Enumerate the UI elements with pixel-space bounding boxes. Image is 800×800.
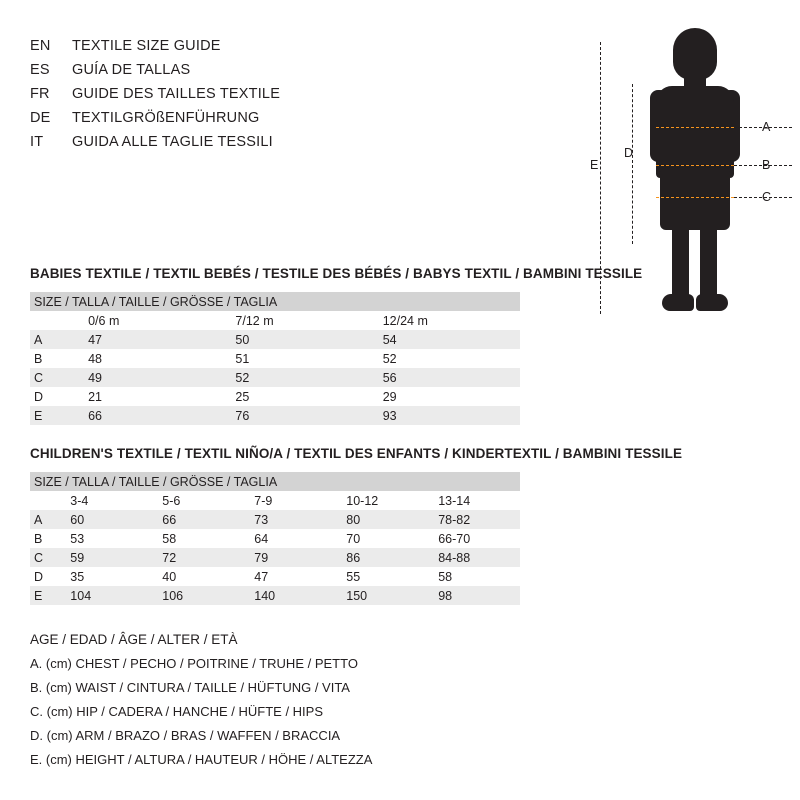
babies-d-2: 29 xyxy=(382,389,397,404)
title-lang-en: EN xyxy=(30,38,51,54)
title-row-it xyxy=(30,134,450,158)
children-d-4: 58 xyxy=(438,569,453,584)
children-row-letter-b: B xyxy=(34,531,43,546)
children-size-table xyxy=(30,472,520,605)
legend-item-c: C. (cm) HIP / CADERA / HANCHE / HÜFTE / HIPS xyxy=(30,704,324,719)
children-table-header-row xyxy=(30,491,520,510)
children-d-3: 55 xyxy=(346,569,361,584)
table-row xyxy=(30,586,520,605)
children-row-letter-c: C xyxy=(30,548,60,567)
measure-label-c: C xyxy=(762,190,772,204)
babies-row-letter-e: E xyxy=(30,406,78,425)
children-a-0: 60 xyxy=(60,510,152,529)
title-row-en xyxy=(30,38,450,62)
title-text-en: TEXTILE SIZE GUIDE xyxy=(72,38,221,54)
legend-item-b: B. (cm) WAIST / CINTURA / TAILLE / HÜFTUNG / VITA xyxy=(30,680,350,695)
children-c-2: 79 xyxy=(244,548,336,567)
babies-d-0: 21 xyxy=(88,389,102,404)
children-b-1: 58 xyxy=(162,531,177,546)
babies-e-0: 66 xyxy=(78,406,225,425)
babies-e-2: 93 xyxy=(373,406,520,425)
babies-b-0: 48 xyxy=(88,351,102,366)
children-e-1: 106 xyxy=(152,586,244,605)
babies-c-1: 52 xyxy=(225,368,372,387)
children-e-4: 98 xyxy=(428,586,520,605)
children-row-letter-d: D xyxy=(34,569,44,584)
children-col-0: 3-4 xyxy=(70,493,89,508)
children-section-heading: CHILDREN'S TEXTILE / TEXTIL NIÑO/A / TEXTIL DES ENFANTS / KINDERTEXTIL / BAMBINI TESSILE xyxy=(30,446,683,461)
measure-line-b xyxy=(656,165,734,166)
table-row xyxy=(30,330,520,349)
title-text-fr: GUIDE DES TAILLES TEXTILE xyxy=(72,86,281,102)
children-table-band-label: SIZE / TALLA / TAILLE / GRÖSSE / TAGLIA xyxy=(30,472,520,491)
table-row xyxy=(30,548,520,567)
title-lang-de: DE xyxy=(30,110,51,126)
babies-col-2: 12/24 m xyxy=(382,313,428,328)
title-row-fr xyxy=(30,86,450,110)
babies-c-0: 49 xyxy=(78,368,225,387)
children-b-0: 53 xyxy=(70,531,85,546)
measure-label-e: E xyxy=(590,158,599,172)
children-c-3: 86 xyxy=(336,548,428,567)
children-col-2: 7-9 xyxy=(254,493,273,508)
children-d-1: 40 xyxy=(162,569,177,584)
babies-section-heading: BABIES TEXTILE / TEXTIL BEBÉS / TESTILE DES BÉBÉS / BABYS TEXTIL / BAMBINI TESSILE xyxy=(30,266,643,281)
babies-header-corner xyxy=(30,311,78,330)
legend-item-a: A. (cm) CHEST / PECHO / POITRINE / TRUHE / PETTO xyxy=(30,656,358,671)
children-row-letter-a: A xyxy=(30,510,60,529)
measure-line-a xyxy=(656,127,734,128)
children-col-3: 10-12 xyxy=(346,493,379,508)
babies-row-letter-c: C xyxy=(30,368,78,387)
measure-label-a: A xyxy=(762,120,771,134)
babies-row-letter-b: B xyxy=(34,351,43,366)
children-col-1: 5-6 xyxy=(162,493,181,508)
children-a-1: 66 xyxy=(152,510,244,529)
title-text-it: GUIDA ALLE TAGLIE TESSILI xyxy=(72,134,273,150)
title-block xyxy=(30,38,450,158)
legend-item-e: E. (cm) HEIGHT / ALTURA / HAUTEUR / HÖHE / ALTEZZA xyxy=(30,752,373,767)
babies-b-2: 52 xyxy=(382,351,397,366)
babies-c-2: 56 xyxy=(373,368,520,387)
children-e-3: 150 xyxy=(336,586,428,605)
babies-row-letter-a: A xyxy=(30,330,78,349)
measure-line-c xyxy=(656,197,734,198)
table-row xyxy=(30,406,520,425)
title-lang-es: ES xyxy=(30,62,50,78)
children-col-4: 13-14 xyxy=(438,493,471,508)
babies-e-1: 76 xyxy=(225,406,372,425)
title-lang-it: IT xyxy=(30,134,44,150)
table-row xyxy=(30,567,520,586)
babies-col-1: 7/12 m xyxy=(235,313,274,328)
children-table-band-row xyxy=(30,472,520,491)
measure-label-d: D xyxy=(624,146,634,160)
babies-a-2: 54 xyxy=(373,330,520,349)
children-b-3: 70 xyxy=(346,531,361,546)
measure-line-d xyxy=(632,84,633,244)
babies-row-letter-d: D xyxy=(34,389,44,404)
child-silhouette-icon xyxy=(650,28,740,313)
babies-a-1: 50 xyxy=(225,330,372,349)
babies-size-table xyxy=(30,292,520,425)
babies-b-1: 51 xyxy=(235,351,250,366)
table-row xyxy=(30,387,520,406)
babies-a-0: 47 xyxy=(78,330,225,349)
title-text-de: TEXTILGRÖßENFÜHRUNG xyxy=(72,110,260,126)
children-a-4: 78-82 xyxy=(428,510,520,529)
children-b-4: 66-70 xyxy=(438,531,471,546)
babies-table-header-row xyxy=(30,311,520,330)
table-row xyxy=(30,510,520,529)
title-row-de xyxy=(30,110,450,134)
babies-table-band-label: SIZE / TALLA / TAILLE / GRÖSSE / TAGLIA xyxy=(30,292,520,311)
legend-block xyxy=(30,632,550,776)
measure-label-b: B xyxy=(762,158,771,172)
children-d-2: 47 xyxy=(254,569,269,584)
children-c-4: 84-88 xyxy=(428,548,520,567)
table-row xyxy=(30,368,520,387)
children-e-0: 104 xyxy=(60,586,152,605)
children-c-1: 72 xyxy=(152,548,244,567)
children-a-2: 73 xyxy=(244,510,336,529)
babies-col-0: 0/6 m xyxy=(88,313,120,328)
table-row xyxy=(30,349,520,368)
legend-title: AGE / EDAD / ÂGE / ALTER / ETÀ xyxy=(30,632,238,647)
babies-d-1: 25 xyxy=(235,389,250,404)
table-row xyxy=(30,529,520,548)
children-row-letter-e: E xyxy=(30,586,60,605)
children-d-0: 35 xyxy=(70,569,85,584)
children-b-2: 64 xyxy=(254,531,269,546)
title-text-es: GUÍA DE TALLAS xyxy=(72,62,191,78)
legend-item-d: D. (cm) ARM / BRAZO / BRAS / WAFFEN / BRACCIA xyxy=(30,728,341,743)
children-a-3: 80 xyxy=(336,510,428,529)
children-c-0: 59 xyxy=(60,548,152,567)
children-header-corner xyxy=(30,491,60,510)
title-lang-fr: FR xyxy=(30,86,50,102)
title-row-es xyxy=(30,62,450,86)
children-e-2: 140 xyxy=(244,586,336,605)
babies-table-band-row xyxy=(30,292,520,311)
